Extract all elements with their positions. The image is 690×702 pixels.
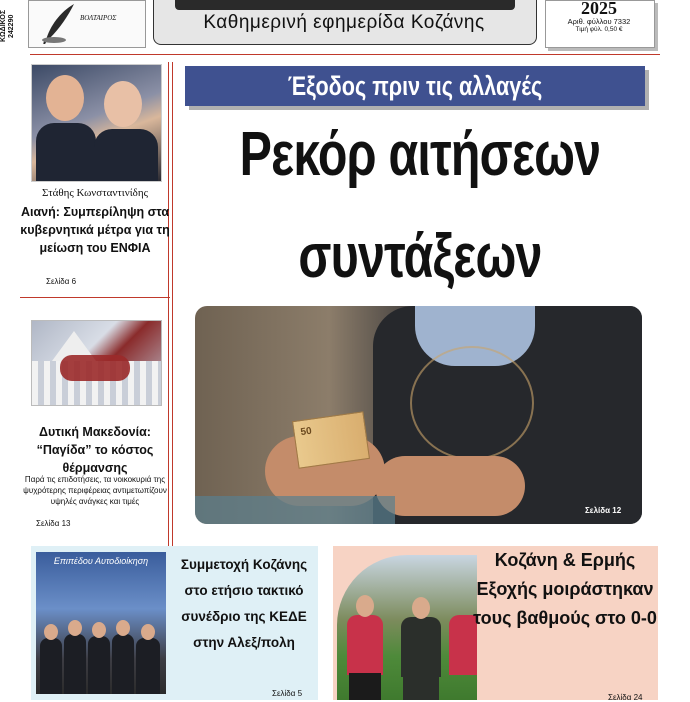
person-silhouette [64,634,86,694]
banknote-value: 50 [299,425,313,439]
person-suit [94,129,158,182]
story-headline-football[interactable]: Κοζάνη & Ερμής Εξοχής μοιράστηκαν τους βαθμούς στο 0-0 [473,550,657,628]
main-headline-line1[interactable]: Ρεκόρ αιτήσεων [239,120,601,189]
issue-year: 2025 [581,0,617,18]
referee-shorts-shape [349,673,381,700]
person-head [68,620,82,636]
person-face [46,75,84,121]
person-silhouette [40,638,62,694]
player-head [356,595,374,617]
politicians-photo[interactable] [31,64,162,182]
person-head [92,622,106,638]
football-match-photo[interactable] [337,555,477,700]
scarf-shape [60,355,130,381]
story-divider [20,297,170,298]
logo-tagline: ΒΟΛΤΑΙΡΟΣ [80,14,117,22]
story-headline-heating[interactable]: Δυτική Μακεδονία: “Παγίδα” το κόστος θέρμανσης [36,425,154,475]
person-suit [36,123,96,182]
right-hand-shape [375,456,525,516]
page-reference: Σελίδα 12 [585,506,622,515]
newspaper-subtitle: Καθημερινή εφημερίδα Κοζάνης [203,12,485,33]
person-silhouette [112,634,134,694]
story-headline-kede[interactable]: Συμμετοχή Κοζάνης στο ετήσιο τακτικό συνέδριο της ΚΕΔΕ στην Αλεξ/πολη [180,557,308,650]
table-edge-shape [195,496,395,524]
story-summary: Παρά τις επιδοτήσεις, τα νοικοκυριά της ψυχρότερης περιφέρειας αντιμετωπίζουν υψηλές ανάγκες και τιμές [23,475,167,506]
person-silhouette [136,638,160,694]
banknote-shape [292,411,370,469]
issue-number: Αριθ. φύλλου 7332 [567,17,631,26]
person-head [44,624,58,640]
quill-pen-icon [40,0,80,44]
kede-conference-photo[interactable] [36,552,166,694]
person-head [116,620,130,636]
page-reference: Σελίδα 24 [608,693,643,702]
page-reference: Σελίδα 6 [46,277,77,286]
heating-cost-photo[interactable] [31,320,162,406]
person-head [141,624,155,640]
issn-code-label: ΚΩΔΙΚΟΣ 242290 [0,9,15,43]
main-headline-line2[interactable]: συντάξεων [298,222,542,291]
newspaper-title-graphic [175,0,515,10]
person-face [104,81,142,127]
story-headline-aiani[interactable]: Αιανή: Συμπερίληψη στα κυβερνητικά μέτρα για τη μείωση του ΕΝΦΙΑ [20,205,170,255]
player-shorts-shape [403,675,439,700]
glasses-chain-shape [410,346,534,460]
masthead-divider [30,54,660,55]
conference-banner-text: Επιπέδου Αυτοδιοίκηση [53,556,149,566]
main-kicker: Έξοδος πριν τις αλλαγές [287,71,543,101]
person-silhouette [88,636,110,694]
photo-caption: Στάθης Κωνσταντινίδης [42,187,148,199]
page-reference: Σελίδα 5 [272,689,303,698]
player-head [412,597,430,619]
page-reference: Σελίδα 13 [36,519,71,528]
issue-price: Τιμή φύλ. 0,50 € [575,26,623,33]
referee-shirt-shape [347,615,383,675]
masthead [0,0,690,56]
player-shirt-shape [401,617,441,677]
pensioner-money-photo[interactable] [195,306,642,524]
